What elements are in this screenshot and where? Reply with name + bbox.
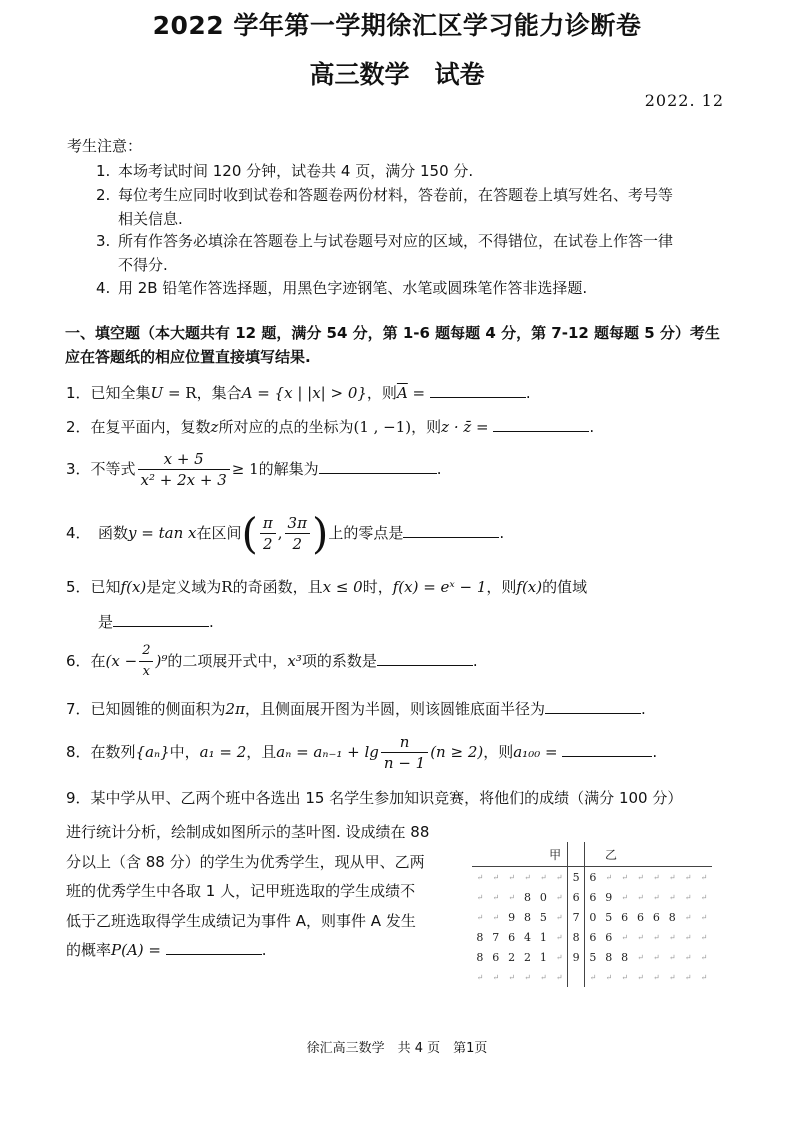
- fraction: $\frac{x + 5}{\text{x² + 2x + 3}}$: [138, 449, 230, 490]
- leaf-a: 2: [508, 950, 516, 964]
- stem: 5: [568, 867, 585, 888]
- page-footer: 徐汇高三数学 共 4 页 第1页: [306, 1041, 488, 1056]
- leaf-b: ↵: [621, 972, 628, 982]
- leaf-a: ↵: [555, 932, 563, 942]
- leaf-a: ↵: [508, 972, 515, 982]
- leaf-a: ↵: [476, 892, 484, 902]
- leaf-b: 6: [621, 910, 629, 924]
- leaf-a: ↵: [476, 972, 484, 982]
- leaf-a: 1: [539, 930, 547, 944]
- leaf-a: 8: [524, 890, 531, 904]
- stem: [568, 967, 585, 987]
- leaf-a: 8: [476, 950, 484, 964]
- leaf-b: ↵: [621, 872, 628, 882]
- leaf-b: ↵: [653, 872, 660, 882]
- leaf-b: ↵: [653, 952, 660, 962]
- answer-blank: [562, 742, 652, 757]
- class-a-label: 甲: [472, 842, 568, 867]
- leaf-b: ↵: [668, 892, 676, 902]
- leaf-a: 6: [492, 950, 500, 964]
- answer-blank: [430, 383, 526, 398]
- leaf-b: 6: [637, 910, 644, 924]
- stem-leaf-row: [472, 967, 712, 987]
- leaf-a: 4: [524, 930, 531, 944]
- leaf-b: ↵: [700, 972, 708, 982]
- stem-leaf-plot: [472, 842, 712, 992]
- question-2: 2．在复平面内，复数z所对应的点的坐标为(1 , −1)，则z · z̄ = .: [66, 418, 595, 436]
- leaf-b: ↵: [684, 972, 692, 982]
- leaf-b: ↵: [684, 952, 692, 962]
- leaf-a: 8: [524, 910, 531, 924]
- leaf-a: ↵: [555, 972, 563, 982]
- question-9-body: 进行统计分析，绘制成如图所示的茎叶图. 设成绩在 88 分以上（含 88 分）的学生为优秀学生，现从甲、乙两 班的优秀学生中各取 1 人，记甲班选取的学生成绩不 低于乙班选取得学生成绩记为事件 A，则事件 A 发生 的概率P(A) = .: [66, 823, 430, 959]
- notice-heading: 考生注意：: [67, 137, 143, 155]
- leaf-a: ↵: [524, 972, 531, 982]
- exam-subtitle: 高三数学 试卷: [309, 60, 485, 89]
- notice-item-3: 3. 所有作答务必填涂在答题卷上与试卷题号对应的区域，不得错位，在试卷上作答一律 不得分.: [96, 232, 674, 274]
- leaf-a: ↵: [555, 892, 563, 902]
- leaf-b: ↵: [637, 972, 644, 982]
- leaf-a: 7: [492, 930, 500, 944]
- leaf-b: ↵: [621, 932, 628, 942]
- leaf-a: ↵: [476, 872, 484, 882]
- leaf-a: 9: [508, 910, 516, 924]
- answer-blank: [166, 940, 262, 955]
- stem-leaf-row: [472, 887, 712, 907]
- question-9: 9．某中学从甲、乙两个班中各选出 15 名学生参加知识竞赛，将他们的成绩（满分 100 分）: [66, 789, 683, 807]
- leaf-a: ↵: [476, 912, 484, 922]
- stem: 9: [568, 947, 585, 967]
- leaf-b: ↵: [668, 932, 676, 942]
- stem: 8: [568, 927, 585, 947]
- question-5-line2: 是 .: [98, 613, 214, 631]
- leaf-b: ↵: [589, 972, 597, 982]
- leaf-b: ↵: [605, 972, 613, 982]
- leaf-b: 0: [589, 910, 597, 924]
- leaf-b: 8: [668, 910, 676, 924]
- answer-blank: [493, 417, 589, 432]
- answer-blank: [377, 651, 473, 666]
- exam-date: 2022. 12: [644, 91, 724, 110]
- leaf-a: ↵: [492, 912, 500, 922]
- stem-leaf-table: [472, 842, 712, 987]
- notice-item-1: 1. 本场考试时间 120 分钟，试卷共 4 页，满分 150 分.: [96, 162, 474, 180]
- leaf-a: 1: [539, 950, 547, 964]
- stem-leaf-row: [472, 907, 712, 927]
- question-6: 6．在(x − $\frac{2}{x}$ )⁹的二项展开式中，x³项的系数是 .: [66, 643, 478, 679]
- question-3: 3．不等式 $\frac{x + 5}{\text{x² + 2x + 3}}$ ≥ 1的解集为 .: [66, 450, 442, 489]
- notice-item-4: 4. 用 2B 铅笔作答选择题，用黑色字迹钢笔、水笔或圆珠笔作答非选择题.: [96, 279, 588, 297]
- leaf-a: ↵: [540, 972, 547, 982]
- leaf-b: ↵: [637, 952, 644, 962]
- question-1: 1．已知全集U = R，集合A = {x | |x| > 0}，则$\overline{A}$ = .: [66, 384, 531, 402]
- question-7: 7．已知圆锥的侧面积为2π，且侧面展开图为半圆，则该圆锥底面半径为 .: [66, 700, 646, 718]
- leaf-b: 6: [652, 910, 660, 924]
- leaf-b: 9: [605, 890, 613, 904]
- leaf-b: ↵: [700, 872, 708, 882]
- stem-leaf-row: [472, 947, 712, 967]
- question-5: 5．已知f(x)是定义域为R的奇函数，且x ≤ 0时，f(x) = eˣ − 1，则f(x)的值域: [66, 578, 588, 596]
- leaf-b: ↵: [668, 972, 676, 982]
- leaf-b: ↵: [700, 932, 708, 942]
- leaf-a: ↵: [555, 872, 563, 882]
- leaf-b: 6: [589, 890, 597, 904]
- leaf-b: 6: [589, 870, 597, 884]
- leaf-b: ↵: [684, 912, 692, 922]
- stem-leaf-row: [472, 927, 712, 947]
- leaf-b: 6: [589, 930, 597, 944]
- leaf-b: ↵: [700, 952, 708, 962]
- stem: 6: [568, 887, 585, 907]
- leaf-b: ↵: [605, 872, 613, 882]
- leaf-b: ↵: [668, 952, 676, 962]
- leaf-b: 8: [621, 950, 629, 964]
- leaf-b: ↵: [684, 932, 692, 942]
- leaf-a: 0: [539, 890, 547, 904]
- leaf-b: ↵: [637, 872, 644, 882]
- leaf-b: ↵: [637, 892, 644, 902]
- leaf-a: ↵: [492, 972, 500, 982]
- leaf-a: ↵: [508, 892, 515, 902]
- question-4: 4． 函数y = tan x在区间( $\frac{\pi}{2}$ , $\frac{3\pi}{2}$ )上的零点是 .: [66, 509, 505, 558]
- leaf-b: ↵: [668, 872, 676, 882]
- section-1-heading: 一、填空题（本大题共有 12 题，满分 54 分，第 1-6 题每题 4 分，第 7-12 题每题 5 分）考生 应在答题纸的相应位置直接填写结果.: [65, 324, 720, 366]
- leaf-a: 6: [508, 930, 516, 944]
- stem: 7: [568, 907, 585, 927]
- answer-blank: [319, 459, 437, 474]
- leaf-b: 8: [605, 950, 613, 964]
- stem-leaf-header: [472, 842, 712, 867]
- leaf-a: ↵: [555, 912, 563, 922]
- leaf-a: ↵: [508, 872, 515, 882]
- leaf-b: ↵: [653, 972, 660, 982]
- leaf-a: ↵: [492, 892, 500, 902]
- leaf-a: ↵: [555, 952, 563, 962]
- notice-item-2: 2. 每位考生应同时收到试卷和答题卷两份材料，答卷前，在答题卷上填写姓名、考号等 相关信息.: [96, 186, 674, 228]
- leaf-a: ↵: [540, 872, 547, 882]
- leaf-a: 5: [539, 910, 547, 924]
- answer-blank: [403, 523, 499, 538]
- leaf-b: ↵: [653, 892, 660, 902]
- exam-title: 2022 学年第一学期徐汇区学习能力诊断卷: [152, 11, 642, 40]
- leaf-b: ↵: [700, 892, 708, 902]
- leaf-b: ↵: [637, 932, 644, 942]
- leaf-b: ↵: [684, 892, 692, 902]
- leaf-b: 5: [589, 950, 597, 964]
- leaf-b: 6: [605, 930, 613, 944]
- leaf-b: ↵: [684, 872, 692, 882]
- stem-leaf-row: [472, 867, 712, 888]
- leaf-a: ↵: [492, 872, 500, 882]
- leaf-a: ↵: [524, 872, 531, 882]
- leaf-b: 5: [605, 910, 613, 924]
- leaf-a: 2: [524, 950, 531, 964]
- leaf-b: ↵: [700, 912, 708, 922]
- question-8: 8．在数列{aₙ}中，a₁ = 2，且aₙ = aₙ₋₁ + lg $\frac{n}{n - 1}$ (n ≥ 2)，则a₁₀₀ = .: [66, 733, 658, 772]
- class-b-label: 乙: [585, 842, 713, 867]
- leaf-b: ↵: [653, 932, 660, 942]
- answer-blank: [545, 699, 641, 714]
- answer-blank: [113, 612, 209, 627]
- leaf-b: ↵: [621, 892, 628, 902]
- leaf-a: 8: [476, 930, 484, 944]
